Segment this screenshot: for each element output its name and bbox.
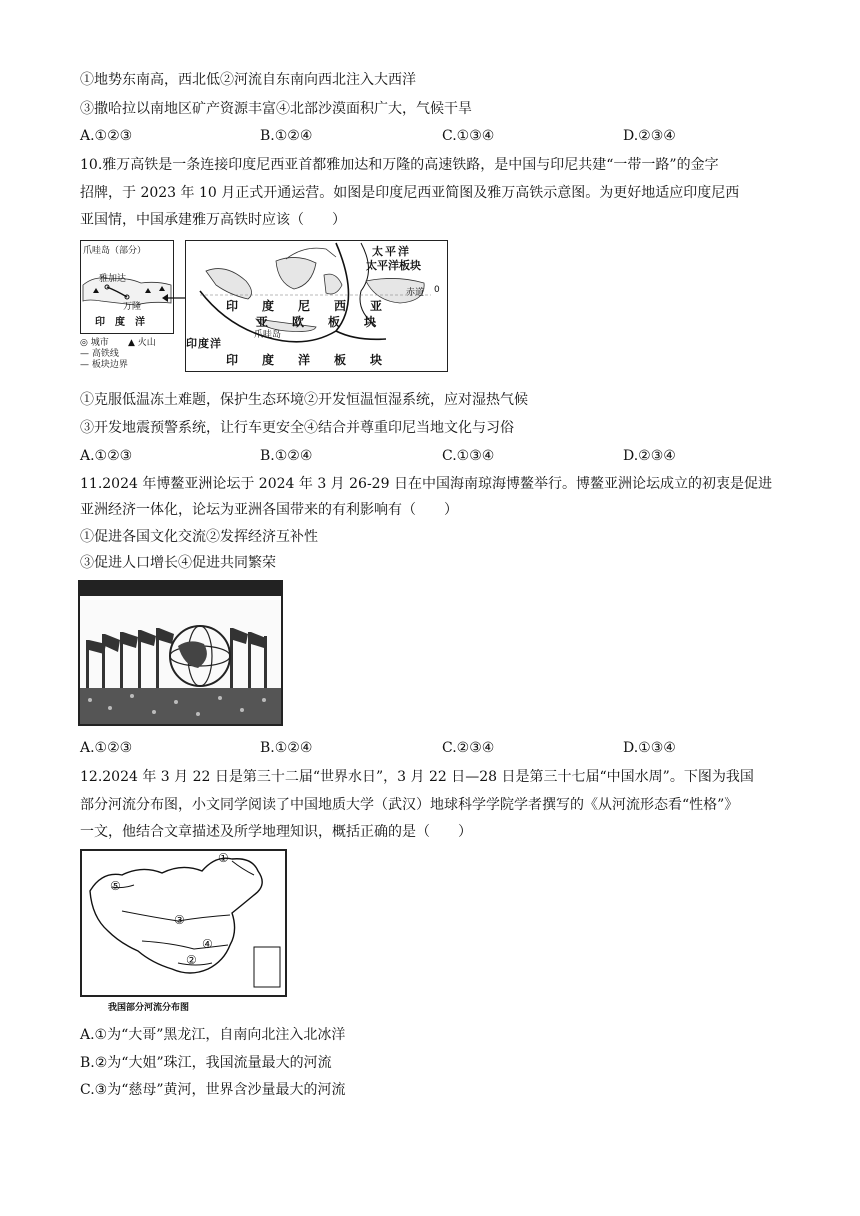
q9-statement-2: ③撒哈拉以南地区矿产资源丰富④北部沙漠面积广大，气候干旱	[80, 101, 472, 117]
q9-option-a[interactable]: A.①②③	[80, 128, 133, 144]
q12-stem-line3: 一文，他结合文章描述及所学地理知识，概括正确的是（ ）	[80, 824, 472, 840]
pacific-label: 太平洋	[372, 245, 411, 258]
q10-option-a[interactable]: A.①②③	[80, 448, 133, 464]
q11-statement-1: ①促进各国文化交流②发挥经济互补性	[80, 529, 318, 545]
river-marker-3: ③	[174, 913, 185, 927]
inset-title: 爪哇岛（部分）	[83, 246, 147, 256]
boao-forum-photo	[78, 580, 283, 726]
q12-option-b[interactable]: B.②为“大姐”珠江，我国流量最大的河流	[80, 1055, 332, 1071]
q12-option-a[interactable]: A.①为“大哥”黑龙江，自南向北注入北冰洋	[80, 1027, 346, 1043]
q10-statement-1: ①克服低温冻土难题，保护生态环境②开发恒温恒湿系统，应对湿热气候	[80, 392, 528, 408]
indonesia-label: 印 度 尼 西 亚	[226, 299, 389, 313]
q10-stem-line3: 亚国情，中国承建雅万高铁时应该（ ）	[80, 212, 346, 228]
china-rivers-map	[80, 849, 287, 997]
q11-option-a[interactable]: A.①②③	[80, 740, 133, 756]
q12-stem-line2: 部分河流分布图，小文同学阅读了中国地质大学（武汉）地球科学学院学者撰写的《从河流形态看“性格”》	[80, 797, 739, 813]
q11-option-d[interactable]: D.①③④	[623, 740, 676, 756]
equator-label: 赤道	[406, 288, 425, 298]
q9-option-b[interactable]: B.①②④	[260, 128, 313, 144]
river-marker-5: ⑤	[110, 879, 121, 893]
river-map-caption: 我国部分河流分布图	[108, 1003, 190, 1013]
legend-volcano: ▲ 火山	[128, 338, 156, 348]
jakarta-label: 雅加达	[99, 274, 127, 284]
eurasian-plate-label: 亚 欧 板 块	[256, 315, 383, 329]
q11-stem-line1: 11.2024 年博鳌亚洲论坛于 2024 年 3 月 26-29 日在中国海南琼海博鳌举行。博鳌亚洲论坛成立的初衷是促进	[80, 476, 772, 492]
q11-option-c[interactable]: C.②③④	[442, 740, 495, 756]
q9-option-c[interactable]: C.①③④	[442, 128, 495, 144]
legend-plate: — 板块边界	[80, 360, 128, 370]
q11-stem-line2: 亚洲经济一体化，论坛为亚洲各国带来的有利影响有（ ）	[80, 502, 458, 518]
q12-stem-line1: 12.2024 年 3 月 22 日是第三十二届“世界水日”，3 月 22 日—28 日是第三十七届“中国水周”。下图为我国	[80, 769, 754, 785]
q11-statement-2: ③促进人口增长④促进共同繁荣	[80, 555, 276, 571]
legend-rail: — 高铁线	[80, 349, 119, 359]
q10-statement-2: ③开发地震预警系统，让行车更安全④结合并尊重印尼当地文化与习俗	[80, 420, 514, 436]
river-marker-2: ②	[186, 953, 197, 967]
q12-option-c[interactable]: C.③为“慈母”黄河，世界含沙量最大的河流	[80, 1082, 346, 1098]
river-marker-4: ④	[202, 937, 213, 951]
indonesia-map	[185, 240, 448, 372]
equator-zero-label: 0	[434, 285, 440, 295]
q10-option-c[interactable]: C.①③④	[442, 448, 495, 464]
q10-option-d[interactable]: D.②③④	[623, 448, 676, 464]
inset-sea-label: 印 度 洋	[95, 317, 145, 328]
java-legend	[80, 335, 180, 371]
river-marker-1: ①	[218, 851, 229, 865]
q9-statement-1: ①地势东南高，西北低②河流自东南向西北注入大西洋	[80, 72, 416, 88]
q10-stem-line2: 招牌，于 2023 年 10 月正式开通运营。如图是印度尼西亚简图及雅万高铁示意图。为更好地适应印度尼西	[80, 185, 740, 201]
legend-city: ◎ 城市	[80, 338, 109, 348]
java-label: 爪哇岛	[254, 330, 282, 340]
java-inset-map	[80, 240, 174, 334]
bandung-label: 万隆	[123, 302, 142, 312]
q9-option-d[interactable]: D.②③④	[623, 128, 676, 144]
indian-ocean-label: 印度洋	[186, 337, 222, 350]
pacific-plate-label: 太平洋板块	[366, 259, 421, 272]
q11-option-b[interactable]: B.①②④	[260, 740, 313, 756]
q10-stem-line1: 10.雅万高铁是一条连接印度尼西亚首都雅加达和万隆的高速铁路，是中国与印尼共建“一带一路”的金字	[80, 157, 719, 173]
q10-option-b[interactable]: B.①②④	[260, 448, 313, 464]
indian-plate-label: 印 度 洋 板 块	[226, 353, 389, 367]
